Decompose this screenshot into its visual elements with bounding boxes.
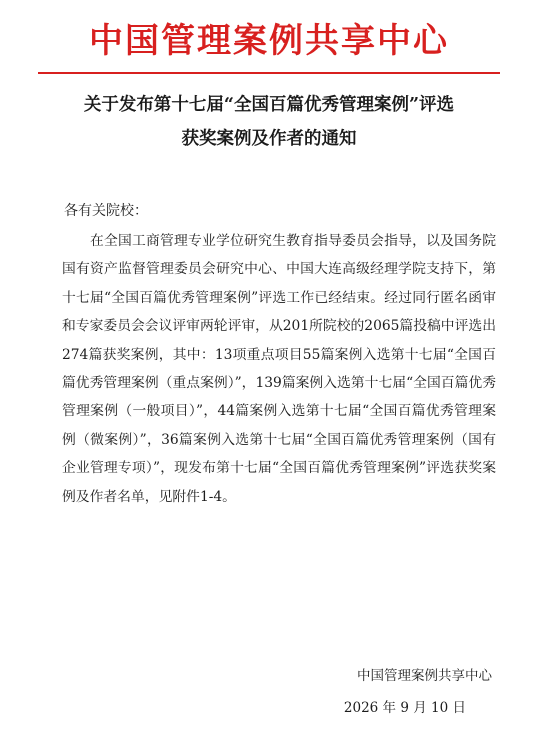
- header-divider: [38, 72, 500, 74]
- signature-date: 2026 年 9 月 10 日: [343, 700, 466, 716]
- notice-body-paragraph: 在全国工商管理专业学位研究生教育指导委员会指导，以及国务院国有资产监督管理委员会研究中心、中国大连高级经理学院支持下，第十七届“全国百篇优秀管理案例”评选工作已经结束。经过同行匿名函审和专家委员会会议评审两轮评审，从201所院校的2065篇投稿中评选出274篇获奖案例，其中：13项重点项目55篇案例入选第十七届“全国百篇优秀管理案例（重点案例）”，139篇案例入选第十七届“全国百篇优秀管理案例（一般项目）”，44篇案例入选第十七届“全国百篇优秀管理案例（微案例）”，36篇案例入选第十七届“全国百篇优秀管理案例（国有企业管理专项）”，现发布第十七届“全国百篇优秀管理案例”评选获奖案例及作者名单，见附件1-4。: [62, 233, 496, 505]
- notice-title-line-1: 关于发布第十七届“全国百篇优秀管理案例”评选: [83, 95, 455, 115]
- notice-title-line-2: 获奖案例及作者的通知: [181, 129, 357, 149]
- organization-header: 中国管理案例共享中心: [89, 21, 449, 61]
- salutation: 各有关院校：: [64, 203, 148, 219]
- signature-organization: 中国管理案例共享中心: [357, 668, 492, 684]
- notice-title: [20, 88, 518, 156]
